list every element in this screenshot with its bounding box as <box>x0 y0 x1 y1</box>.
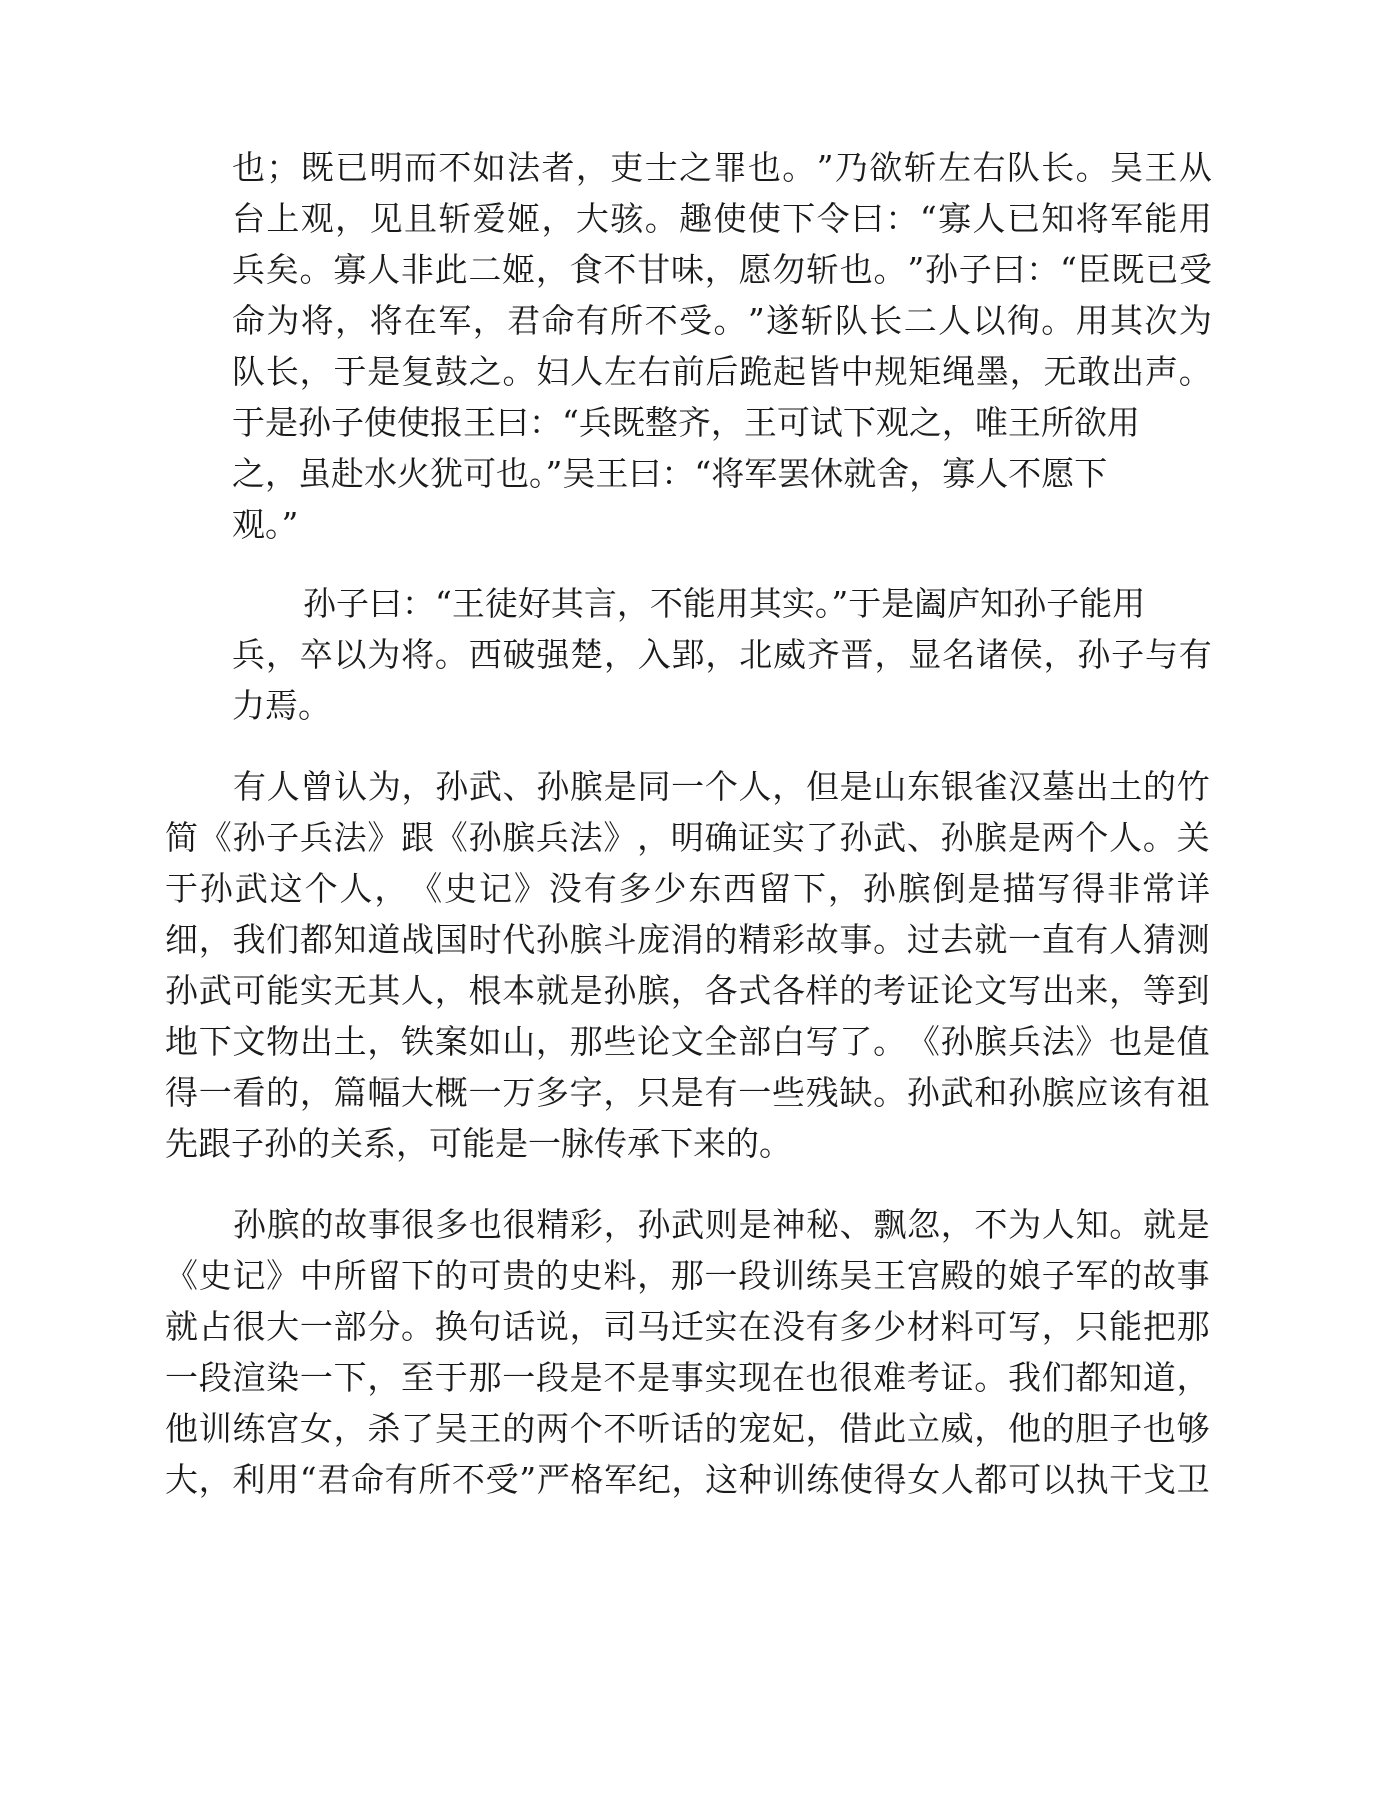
quote-line-5: 队 长 ， 于 是 复 鼓 之 。 妇 人 左 右 前 后 跪 起 皆 中 规 矩 绳 墨 ， 无 敢 出 声 。 <box>232 352 1212 391</box>
body-p1-line-7: 得 一 看 的 ， 篇 幅 大 概 一 万 多 字 ， 只 是 有 一 些 残 缺 。 孙 武 和 孙 膑 应 该 有 祖 <box>165 1073 1210 1112</box>
body-p1-line-2: 简 《 孙 子 兵 法 》 跟 《 孙 膑 兵 法 》 ， 明 确 证 实 了 孙 武 、 孙 膑 是 两 个 人 。 关 <box>165 818 1210 857</box>
body-p1-line-6: 地 下 文 物 出 土 ， 铁 案 如 山 ， 那 些 论 文 全 部 白 写 了 。 《 孙 膑 兵 法 》 也 是 值 <box>165 1022 1210 1061</box>
quote-line-7: 之，虽赴水火犹可也。”吴王曰：“将军罢休就舍，寡人不愿下 <box>232 454 1108 493</box>
quote-line-1: 也 ； 既 已 明 而 不 如 法 者 ， 吏 士 之 罪 也 。 ” 乃 欲 斩 左 右 队 长 。 吴 王 从 <box>232 148 1212 187</box>
quote-line-8: 观。” <box>232 505 299 544</box>
body-p2-line-6: 大 ， 利 用 “ 君 命 有 所 不 受 ” 严 格 军 纪 ， 这 种 训 练 使 得 女 人 都 可 以 执 干 戈 卫 <box>165 1460 1210 1499</box>
quote-p2-line-2: 兵 ， 卒 以 为 将 。 西 破 强 楚 ， 入 郢 ， 北 威 齐 晋 ， 显 名 诸 侯 ， 孙 子 与 有 <box>232 635 1212 674</box>
body-p1-line-3: 于 孙 武 这 个 人 ， 《 史 记 》 没 有 多 少 东 西 留 下 ， 孙 膑 倒 是 描 写 得 非 常 详 <box>165 869 1210 908</box>
quote-line-6: 于是孙子使使报王曰：“兵既整齐，王可试下观之，唯王所欲用 <box>232 403 1140 442</box>
quote-p2-line-3: 力焉。 <box>232 686 331 725</box>
body-p2-line-4: 一 段 渲 染 一 下 ， 至 于 那 一 段 是 不 是 事 实 现 在 也 很 难 考 证 。 我 们 都 知 道 ， <box>165 1358 1210 1397</box>
quote-p2-line-1: 孙子曰：“王徒好其言，不能用其实。”于是阖庐知孙子能用 <box>303 584 1146 623</box>
quote-line-3: 兵 矣 。 寡 人 非 此 二 姬 ， 食 不 甘 味 ， 愿 勿 斩 也 。 ” 孙 子 曰 ： “ 臣 既 已 受 <box>232 250 1212 289</box>
body-p2-line-2: 《 史 记 》 中 所 留 下 的 可 贵 的 史 料 ， 那 一 段 训 练 吴 王 宫 殿 的 娘 子 军 的 故 事 <box>165 1256 1210 1295</box>
body-p1-line-4: 细 ， 我 们 都 知 道 战 国 时 代 孙 膑 斗 庞 涓 的 精 彩 故 事 。 过 去 就 一 直 有 人 猜 测 <box>165 920 1210 959</box>
body-p2-line-3: 就 占 很 大 一 部 分 。 换 句 话 说 ， 司 马 迁 实 在 没 有 多 少 材 料 可 写 ， 只 能 把 那 <box>165 1307 1210 1346</box>
body-p1-line-1: 有 人 曾 认 为 ， 孙 武 、 孙 膑 是 同 一 个 人 ， 但 是 山 东 银 雀 汉 墓 出 土 的 竹 <box>233 767 1210 806</box>
quote-line-4: 命 为 将 ， 将 在 军 ， 君 命 有 所 不 受 。 ” 遂 斩 队 长 二 人 以 徇 。 用 其 次 为 <box>232 301 1212 340</box>
quote-line-2: 台 上 观 ， 见 且 斩 爱 姬 ， 大 骇 。 趣 使 使 下 令 曰 ： “ 寡 人 已 知 将 军 能 用 <box>232 199 1212 238</box>
body-p2-line-5: 他 训 练 宫 女 ， 杀 了 吴 王 的 两 个 不 听 话 的 宠 妃 ， 借 此 立 威 ， 他 的 胆 子 也 够 <box>165 1409 1210 1448</box>
body-p1-line-5: 孙 武 可 能 实 无 其 人 ， 根 本 就 是 孙 膑 ， 各 式 各 样 的 考 证 论 文 写 出 来 ， 等 到 <box>165 971 1210 1010</box>
body-p1-line-8: 先跟子孙的关系，可能是一脉传承下来的。 <box>165 1124 792 1163</box>
body-p2-line-1: 孙 膑 的 故 事 很 多 也 很 精 彩 ， 孙 武 则 是 神 秘 、 飘 忽 ， 不 为 人 知 。 就 是 <box>233 1205 1210 1244</box>
